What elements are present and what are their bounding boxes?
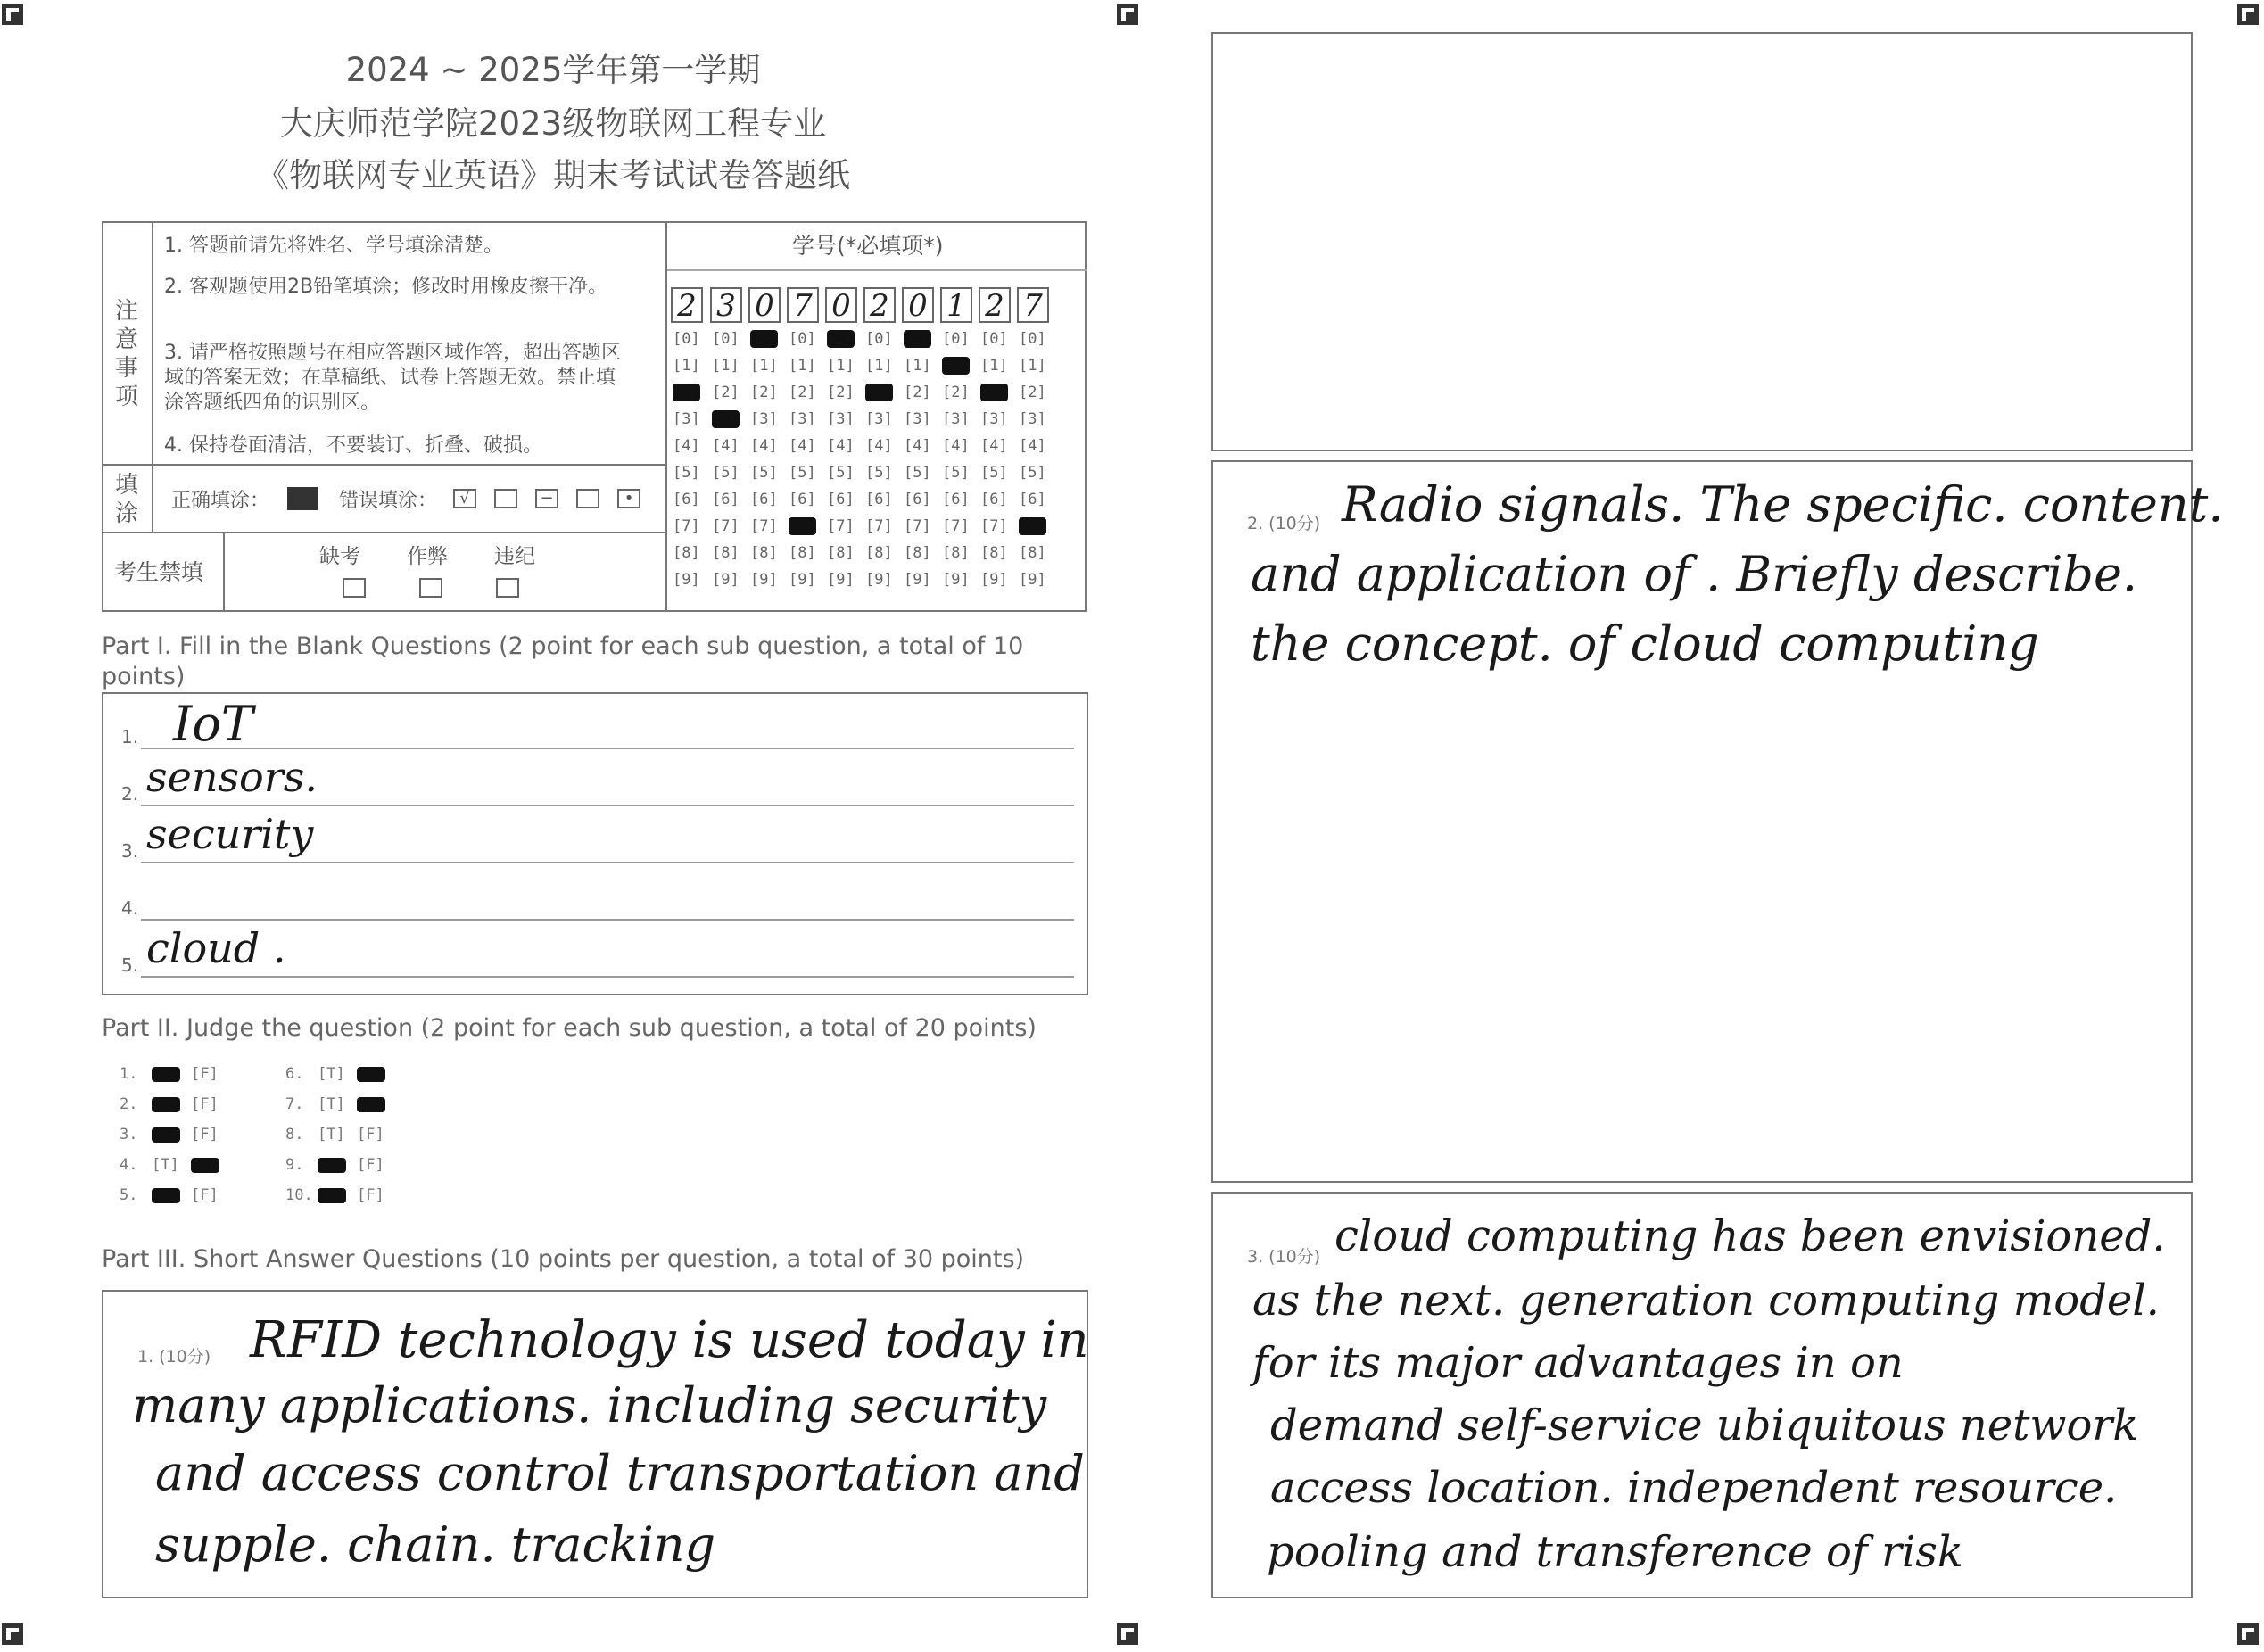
note-item-2: 2. 客观题使用2B铅笔填涂；修改时用橡皮擦干净。: [164, 276, 608, 298]
student-id-bubble[interactable]: [5]: [750, 464, 778, 482]
student-id-bubble[interactable]: [2]: [712, 384, 740, 401]
student-id-bubble[interactable]: [8]: [980, 544, 1008, 562]
student-id-bubble[interactable]: [8]: [904, 544, 931, 562]
fill-side-label: 填 涂: [114, 472, 138, 527]
part3-q3-line-6: pooling and transference of risk: [1267, 1527, 1963, 1577]
student-id-bubble[interactable]: [0]: [904, 330, 931, 348]
student-id-bubble[interactable]: [4]: [980, 437, 1008, 455]
student-id-bubble[interactable]: [7]: [1019, 517, 1046, 535]
student-id-digit-5: 0: [825, 287, 857, 323]
student-id-bubble[interactable]: [5]: [712, 464, 740, 482]
student-id-bubble[interactable]: [8]: [712, 544, 740, 562]
fill-wrong-example-dash: −: [535, 489, 558, 508]
corner-mark-bottom-left: [2, 1623, 23, 1645]
part2-item-6: [285, 1065, 396, 1083]
header-school: 大庆师范学院2023级物联网工程专业: [279, 104, 827, 143]
student-id-bubble[interactable]: [0]: [750, 330, 778, 348]
student-id-bubble[interactable]: [7]: [750, 517, 778, 535]
student-id-bubble[interactable]: [7]: [942, 517, 970, 535]
part1-answer-3: security: [146, 810, 314, 858]
student-id-bubble[interactable]: [8]: [827, 544, 855, 562]
student-id-bubble[interactable]: [1]: [827, 357, 855, 375]
part3-q3-line-1: cloud computing has been envisioned.: [1334, 1211, 2166, 1261]
note-item-1: 1. 答题前请先将姓名、学号填涂清楚。: [164, 235, 503, 257]
part2-option-false[interactable]: [357, 1065, 396, 1083]
student-id-digit-10: 7: [1017, 287, 1049, 323]
corner-mark-top-left: [2, 4, 23, 25]
part3-q1-number: 1. (10分): [137, 1347, 211, 1367]
student-id-bubble[interactable]: [1]: [980, 357, 1008, 375]
part1-blank-line-2[interactable]: [141, 805, 1074, 806]
student-id-bubble[interactable]: [6]: [750, 491, 778, 508]
part2-item-7: [285, 1095, 396, 1113]
part2-option-false[interactable]: [F]: [357, 1156, 384, 1174]
student-id-digit-4: 7: [787, 287, 819, 323]
student-id-bubble[interactable]: [0]: [865, 330, 893, 348]
student-id-bubble[interactable]: [9]: [865, 571, 893, 589]
student-id-bubble[interactable]: [8]: [789, 544, 816, 562]
fill-correct-label: 正确填涂：: [171, 490, 270, 512]
student-id-bubble[interactable]: [1]: [942, 357, 970, 375]
part2-item-1: [120, 1065, 230, 1083]
student-id-bubble[interactable]: [3]: [750, 410, 778, 428]
part3-q2-line-3: the concept. of cloud computing: [1251, 615, 2039, 672]
student-id-bubble[interactable]: [4]: [827, 437, 855, 455]
student-id-bubble[interactable]: [0]: [942, 330, 970, 348]
part2-option-true[interactable]: [T]: [152, 1156, 179, 1174]
part3-heading: Part III. Short Answer Questions (10 points per question, a total of 30 points): [102, 1245, 1025, 1273]
part2-option-false[interactable]: [F]: [191, 1065, 219, 1083]
student-id-bubble[interactable]: [7]: [673, 517, 700, 535]
fill-wrong-label: 错误填涂：: [339, 490, 438, 512]
part2-item-9: [285, 1156, 396, 1174]
info-divider-notes: [102, 464, 665, 466]
part2-item-number: 8.: [285, 1126, 304, 1144]
student-id-bubble[interactable]: [2]: [673, 384, 700, 401]
part3-q1-line-4: supple. chain. tracking: [155, 1516, 716, 1573]
student-id-bubble[interactable]: [6]: [789, 491, 816, 508]
student-id-digit-8: 1: [940, 287, 972, 323]
part2-item-number: 3.: [120, 1126, 138, 1144]
student-id-bubble[interactable]: [2]: [827, 384, 855, 401]
student-id-bubble[interactable]: [2]: [942, 384, 970, 401]
proctor-option-absent: 缺考: [319, 545, 360, 568]
fill-wrong-example-dot: •: [617, 489, 640, 508]
student-id-digit-9: 2: [979, 287, 1011, 323]
student-id-bubble[interactable]: [1]: [673, 357, 700, 375]
student-id-bubble[interactable]: [7]: [712, 517, 740, 535]
part3-q1-line-1: RFID technology is used today in: [250, 1311, 1089, 1369]
student-id-bubble[interactable]: [8]: [865, 544, 893, 562]
part1-blank-number-1: 1.: [121, 726, 139, 748]
part3-q3-line-5: access location. independent resource.: [1270, 1463, 2118, 1513]
part3-q3-number: 3. (10分): [1247, 1247, 1321, 1267]
student-id-bubble[interactable]: [5]: [904, 464, 931, 482]
student-id-bubble[interactable]: [5]: [1019, 464, 1046, 482]
student-id-bubble[interactable]: [3]: [904, 410, 931, 428]
part3-q2-line-1: Radio signals. The specific. content.: [1342, 476, 2224, 533]
part1-blank-number-5: 5.: [121, 954, 139, 976]
student-id-bubble[interactable]: [3]: [1019, 410, 1046, 428]
part2-option-false[interactable]: [F]: [191, 1186, 219, 1204]
part1-blank-line-3[interactable]: [141, 862, 1074, 863]
student-id-bubble[interactable]: [4]: [1019, 437, 1046, 455]
part2-item-number: 4.: [120, 1156, 138, 1174]
student-id-bubble[interactable]: [3]: [865, 410, 893, 428]
student-id-bubble[interactable]: [2]: [750, 384, 778, 401]
part1-blank-line-1[interactable]: [141, 748, 1074, 749]
part3-q2-number: 2. (10分): [1247, 514, 1321, 533]
part2-item-number: 2.: [120, 1095, 138, 1113]
student-id-bubble[interactable]: [9]: [827, 571, 855, 589]
student-id-bubble[interactable]: [6]: [980, 491, 1008, 508]
student-id-bubble[interactable]: [6]: [827, 491, 855, 508]
student-id-bubble[interactable]: [1]: [904, 357, 931, 375]
student-id-bubble[interactable]: [0]: [673, 330, 700, 348]
part3-q1-line-2: many applications. including security: [132, 1377, 1047, 1433]
fill-correct-example: [287, 487, 318, 510]
student-id-bubble[interactable]: [1]: [789, 357, 816, 375]
student-id-bubble[interactable]: [9]: [980, 571, 1008, 589]
student-id-bubble[interactable]: [1]: [865, 357, 893, 375]
proctor-checkbox-violation[interactable]: [496, 578, 519, 598]
fill-wrong-example-half: [494, 489, 517, 508]
student-id-bubble[interactable]: [0]: [827, 330, 855, 348]
part2-option-false[interactable]: [F]: [357, 1186, 384, 1204]
student-id-bubble[interactable]: [7]: [904, 517, 931, 535]
student-id-bubble[interactable]: [0]: [980, 330, 1008, 348]
student-id-digit-1: 2: [671, 287, 703, 323]
student-id-bubble[interactable]: [9]: [789, 571, 816, 589]
student-id-bubble[interactable]: [0]: [712, 330, 740, 348]
part1-answer-1: IoT: [173, 696, 253, 752]
part3-q2-line-2: and application of . Briefly describe.: [1251, 546, 2138, 602]
part2-item-number: 1.: [120, 1065, 138, 1083]
student-id-bubble[interactable]: [9]: [904, 571, 931, 589]
student-id-bubble[interactable]: [3]: [942, 410, 970, 428]
part2-item-10: [285, 1186, 396, 1204]
part2-option-false[interactable]: [357, 1095, 396, 1113]
student-id-bubble[interactable]: [6]: [865, 491, 893, 508]
part1-answer-2: sensors.: [146, 753, 318, 801]
student-id-bubble[interactable]: [6]: [712, 491, 740, 508]
student-id-bubble[interactable]: [4]: [942, 437, 970, 455]
part1-blank-number-3: 3.: [121, 840, 139, 862]
student-id-bubble[interactable]: [4]: [712, 437, 740, 455]
part2-option-true[interactable]: [T]: [318, 1065, 345, 1083]
student-id-bubble[interactable]: [5]: [789, 464, 816, 482]
student-id-bubble[interactable]: [9]: [673, 571, 700, 589]
student-id-bubble[interactable]: [6]: [942, 491, 970, 508]
student-id-bubble[interactable]: [4]: [789, 437, 816, 455]
student-id-bubble[interactable]: [3]: [712, 410, 740, 428]
note-item-4: 4. 保持卷面清洁，不要装订、折叠、破损。: [164, 434, 542, 457]
student-id-digit-7: 0: [902, 287, 934, 323]
proctor-checkbox-cheating[interactable]: [419, 578, 442, 598]
student-id-bubble[interactable]: [5]: [980, 464, 1008, 482]
student-id-bubble[interactable]: [1]: [750, 357, 778, 375]
student-id-bubble[interactable]: [2]: [904, 384, 931, 401]
part2-option-true[interactable]: [T]: [318, 1095, 345, 1113]
student-id-bubble[interactable]: [8]: [750, 544, 778, 562]
student-id-bubble[interactable]: [7]: [865, 517, 893, 535]
part2-option-false[interactable]: [F]: [357, 1126, 384, 1144]
student-id-bubble[interactable]: [7]: [789, 517, 816, 535]
corner-mark-top-middle: [1117, 4, 1138, 25]
student-id-bubble[interactable]: [2]: [789, 384, 816, 401]
part2-option-true[interactable]: [152, 1095, 191, 1113]
student-id-bubble[interactable]: [5]: [673, 464, 700, 482]
part2-item-number: 9.: [285, 1156, 304, 1174]
info-divider-proctor: [223, 532, 225, 612]
note-item-3: 3. 请严格按照题号在相应答题区域作答，超出答题区域的答案无效；在草稿纸、试卷上答题无效。禁止填涂答题纸四角的识别区。: [164, 342, 621, 414]
part1-heading: Part I. Fill in the Blank Questions (2 point for each sub question, a total of 10 points): [102, 632, 1024, 690]
header-term: 2024 ~ 2025学年第一学期: [345, 51, 761, 89]
part3-q1-line-3: and access control transportation and: [155, 1445, 1085, 1501]
part2-option-true[interactable]: [T]: [318, 1126, 345, 1144]
student-id-bubble[interactable]: [0]: [1019, 330, 1046, 348]
student-id-bubble[interactable]: [8]: [1019, 544, 1046, 562]
student-id-bubble[interactable]: [1]: [712, 357, 740, 375]
student-id-bubble[interactable]: [2]: [1019, 384, 1046, 401]
part2-item-4: [120, 1156, 230, 1174]
info-divider-vertical: [665, 221, 667, 612]
student-id-digit-2: 3: [710, 287, 742, 323]
student-id-bubble[interactable]: [0]: [789, 330, 816, 348]
info-divider-fill: [102, 532, 665, 533]
part3-q3-line-4: demand self-service ubiquitous network: [1270, 1400, 2139, 1450]
student-id-divider: [667, 269, 1087, 271]
student-id-bubble[interactable]: [9]: [1019, 571, 1046, 589]
part2-heading: Part II. Judge the question (2 point for each sub question, a total of 20 points): [102, 1014, 1037, 1042]
info-divider-label: [152, 221, 153, 532]
part1-blank-number-4: 4.: [121, 897, 139, 919]
part2-item-number: 7.: [285, 1095, 304, 1113]
student-id-bubble[interactable]: [6]: [673, 491, 700, 508]
part2-option-true[interactable]: [152, 1065, 191, 1083]
corner-mark-bottom-right: [2237, 1623, 2259, 1645]
student-id-bubble[interactable]: [2]: [980, 384, 1008, 401]
student-id-bubble[interactable]: [4]: [673, 437, 700, 455]
student-id-bubble[interactable]: [5]: [942, 464, 970, 482]
proctor-option-cheating: 作弊: [407, 545, 448, 568]
proctor-option-violation: 违纪: [494, 545, 535, 568]
student-id-bubble[interactable]: [4]: [865, 437, 893, 455]
part3-q3-line-3: for its major advantages in on: [1252, 1338, 1904, 1388]
part3-q3-line-2: as the next. generation computing model.: [1252, 1276, 2160, 1326]
student-id-bubble[interactable]: [3]: [673, 410, 700, 428]
student-id-bubble[interactable]: [4]: [750, 437, 778, 455]
header-exam-title: 《物联网专业英语》期末考试试卷答题纸: [256, 156, 850, 194]
student-id-bubble[interactable]: [3]: [789, 410, 816, 428]
part2-item-2: [120, 1095, 230, 1113]
student-id-bubble[interactable]: [6]: [904, 491, 931, 508]
part2-option-false[interactable]: [191, 1156, 230, 1174]
part2-item-number: 6.: [285, 1065, 304, 1083]
proctor-label: 考生禁填: [114, 559, 204, 585]
continuation-box: [1211, 32, 2193, 451]
student-id-bubble[interactable]: [9]: [942, 571, 970, 589]
student-id-bubble[interactable]: [5]: [827, 464, 855, 482]
part1-blank-line-5[interactable]: [141, 976, 1074, 978]
part2-option-true[interactable]: [318, 1186, 357, 1204]
part1-blank-line-4[interactable]: [141, 919, 1074, 921]
part2-item-number: 5.: [120, 1186, 138, 1204]
student-id-digit-3: 0: [748, 287, 781, 323]
part2-item-8: [285, 1126, 396, 1144]
student-id-bubble[interactable]: [2]: [865, 384, 893, 401]
student-id-digit-6: 2: [863, 287, 896, 323]
student-id-bubble[interactable]: [9]: [712, 571, 740, 589]
student-id-bubble[interactable]: [9]: [750, 571, 778, 589]
student-id-label: 学号(*必填项*): [792, 233, 944, 259]
part2-option-false[interactable]: [F]: [191, 1126, 219, 1144]
student-id-bubble[interactable]: [7]: [827, 517, 855, 535]
student-id-bubble[interactable]: [6]: [1019, 491, 1046, 508]
part2-option-true[interactable]: [152, 1186, 191, 1204]
part2-item-5: [120, 1186, 230, 1204]
corner-mark-top-right: [2237, 4, 2259, 25]
part2-item-3: [120, 1126, 230, 1144]
student-id-bubble[interactable]: [4]: [904, 437, 931, 455]
student-id-bubble[interactable]: [1]: [1019, 357, 1046, 375]
student-id-bubble[interactable]: [8]: [942, 544, 970, 562]
part1-blank-number-2: 2.: [121, 783, 139, 805]
fill-wrong-example-empty: [576, 489, 599, 508]
part2-option-false[interactable]: [F]: [191, 1095, 219, 1113]
fill-wrong-example-check: √: [453, 489, 476, 508]
corner-mark-bottom-middle: [1117, 1623, 1138, 1645]
student-id-bubble[interactable]: [7]: [980, 517, 1008, 535]
student-id-bubble[interactable]: [3]: [827, 410, 855, 428]
student-id-bubble[interactable]: [3]: [980, 410, 1008, 428]
part1-answer-5: cloud .: [146, 924, 286, 972]
proctor-checkbox-absent[interactable]: [343, 578, 366, 598]
notes-side-label: 注 意 事 项: [114, 298, 138, 410]
student-id-bubble[interactable]: [8]: [673, 544, 700, 562]
part2-item-number: 10.: [285, 1186, 313, 1204]
student-id-bubble[interactable]: [5]: [865, 464, 893, 482]
part2-option-true[interactable]: [318, 1156, 357, 1174]
part2-option-true[interactable]: [152, 1126, 191, 1144]
